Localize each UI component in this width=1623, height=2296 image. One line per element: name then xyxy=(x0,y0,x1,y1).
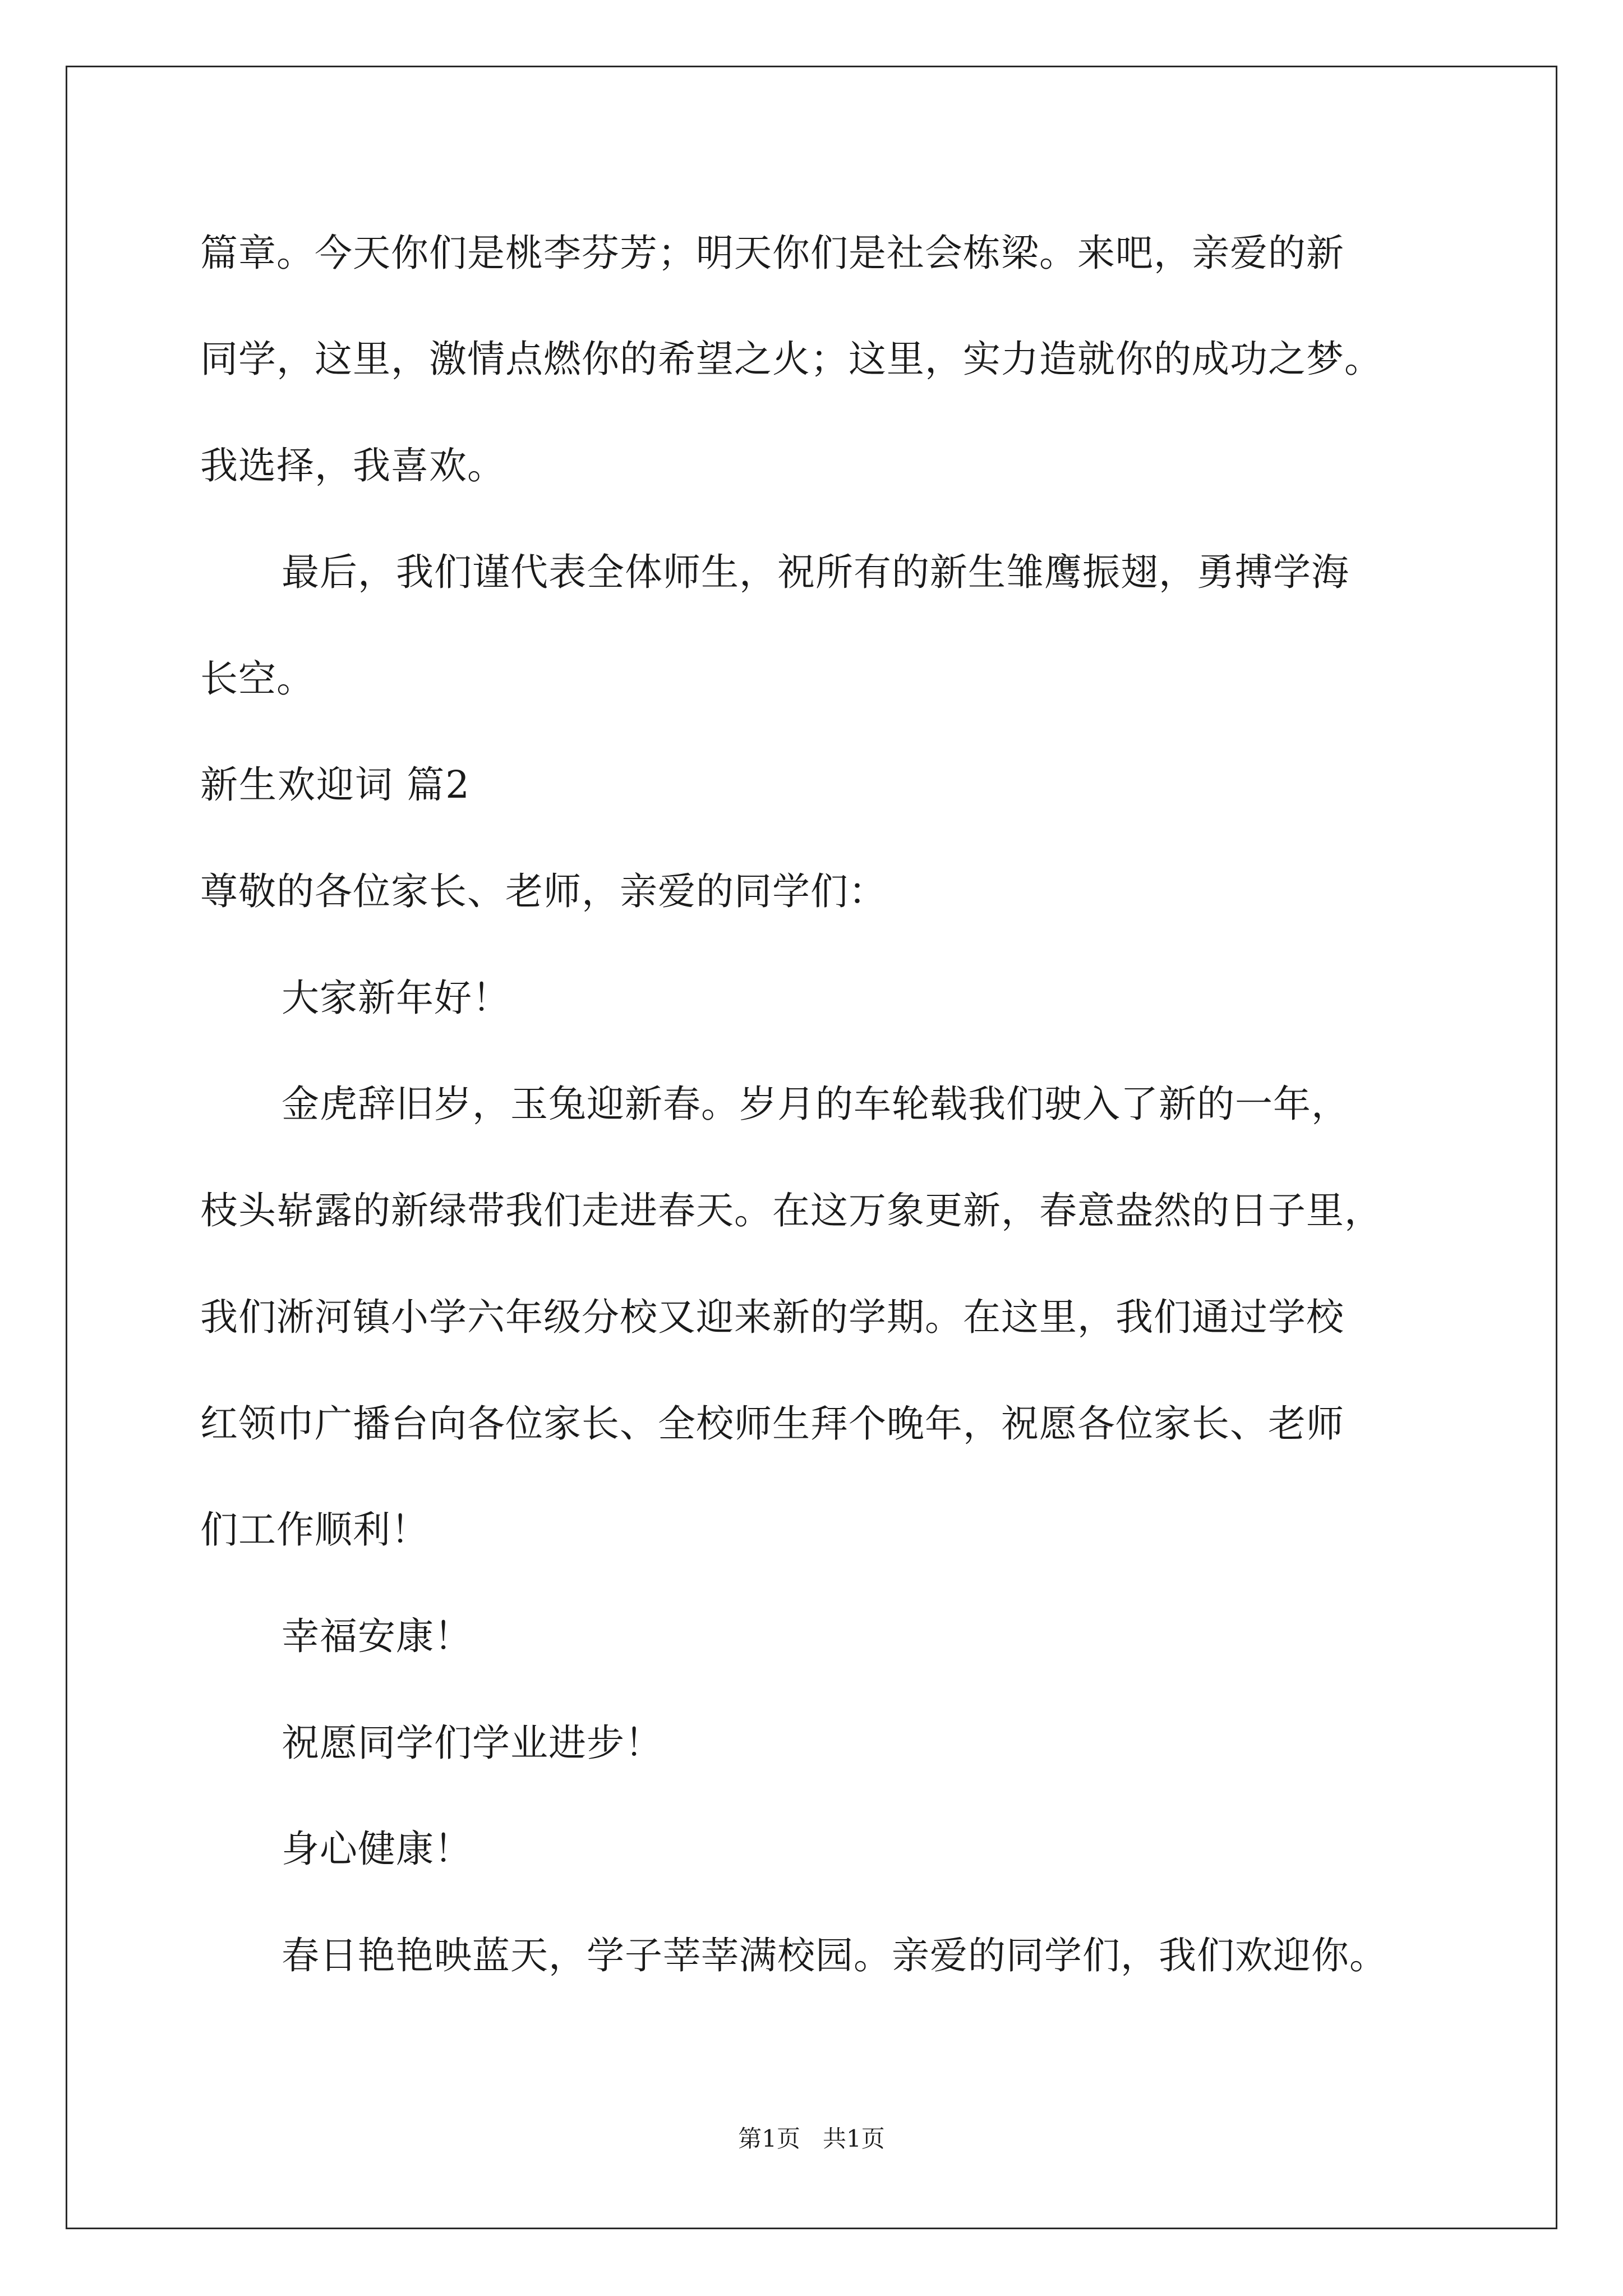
text-line: 大家新年好！ xyxy=(282,976,510,1020)
salutation: 尊敬的各位家长、老师，亲爱的同学们： xyxy=(200,869,887,913)
page-number-footer: 第1页 共1页 xyxy=(738,2125,885,2152)
page-border xyxy=(66,66,1557,2229)
section-heading: 新生欢迎词 篇2 xyxy=(200,763,471,807)
text-line: 金虎辞旧岁，玉兔迎新春。岁月的车轮载我们驶入了新的一年， xyxy=(282,1082,1349,1126)
text-line: 身心健康！ xyxy=(282,1827,472,1871)
text-line: 我们淅河镇小学六年级分校又迎来新的学期。在这里，我们通过学校 xyxy=(200,1295,1344,1339)
text-line: 红领巾广播台向各位家长、全校师生拜个晚年，祝愿各位家长、老师 xyxy=(200,1402,1344,1446)
text-line: 幸福安康！ xyxy=(282,1614,472,1658)
text-line: 篇章。今天你们是桃李芬芳；明天你们是社会栋梁。来吧，亲爱的新 xyxy=(200,231,1344,275)
text-line: 我选择，我喜欢。 xyxy=(200,444,505,487)
text-line: 春日艳艳映蓝天，学子莘莘满校园。亲爱的同学们，我们欢迎你。 xyxy=(282,1934,1387,1977)
text-line: 长空。 xyxy=(200,657,315,701)
text-line: 最后，我们谨代表全体师生，祝所有的新生雏鹰振翅，勇搏学海 xyxy=(282,550,1349,594)
text-line: 们工作顺利！ xyxy=(200,1508,429,1552)
text-line: 枝头崭露的新绿带我们走进春天。在这万象更新，春意盎然的日子里， xyxy=(200,1189,1382,1232)
text-line: 祝愿同学们学业进步！ xyxy=(282,1721,663,1765)
text-line: 同学，这里，激情点燃你的希望之火；这里，实力造就你的成功之梦。 xyxy=(200,337,1382,381)
